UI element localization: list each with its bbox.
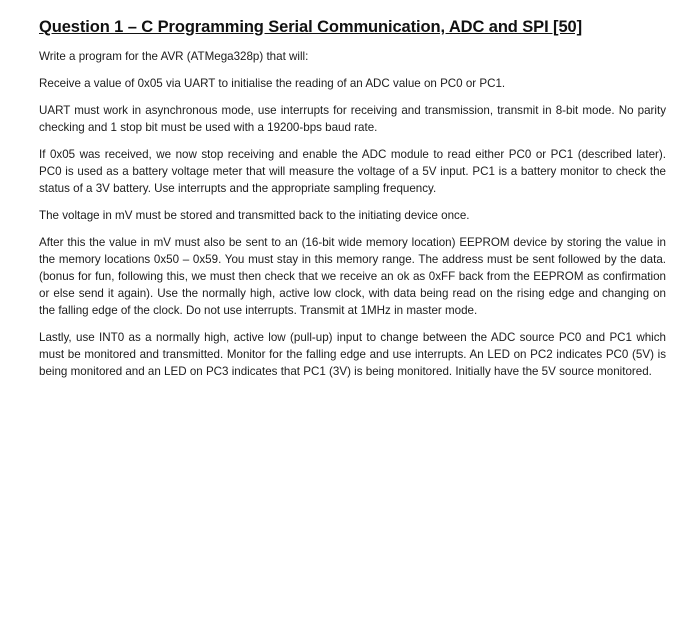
adc-paragraph: If 0x05 was received, we now stop receiving and enable the ADC module to read either PC0 or PC1 (described later). PC0 is used as a battery voltage meter that will measure the voltage of a 5V input. PC1 is a battery monitor to check the status of a 3V battery. Use interrupts and the appropriate sampling frequency. [39,148,666,195]
question-title: Question 1 – C Programming Serial Communication, ADC and SPI [50] [39,18,582,36]
uart-config-paragraph: UART must work in asynchronous mode, use interrupts for receiving and transmission, transmit in 8-bit mode. No parity checking and 1 stop bit must be used with a 19200-bps baud rate. [39,104,666,134]
voltage-paragraph: The voltage in mV must be stored and transmitted back to the initiating device once. [39,209,470,222]
document-page [39,18,666,390]
int0-paragraph: Lastly, use INT0 as a normally high, active low (pull-up) input to change between the ADC source PC0 and PC1 which must be monitored and transmitted. Monitor for the falling edge and use interrupts. An LED on PC2 indicates PC0 (5V) is being monitored and an LED on PC3 indicates that PC1 (3V) is being monitored. Initially have the 5V source monitored. [39,331,666,378]
uart-receive-paragraph: Receive a value of 0x05 via UART to initialise the reading of an ADC value on PC0 or PC1. [39,77,506,90]
intro-paragraph: Write a program for the AVR (ATMega328p) that will: [39,50,309,63]
eeprom-spi-paragraph: After this the value in mV must also be sent to an (16-bit wide memory location) EEPROM device by storing the value in the memory locations 0x50 – 0x59. You must stay in this memory range. The address must be sent followed by the data. (bonus for fun, following this, we must then check that we receive an ok as 0xFF back from the EEPROM as confirmation or else send it again). Use the normally high, active low clock, with data being read on the rising edge and changing on the falling edge of the clock. Do not use interrupts. Transmit at 1MHz in master mode. [39,236,666,317]
